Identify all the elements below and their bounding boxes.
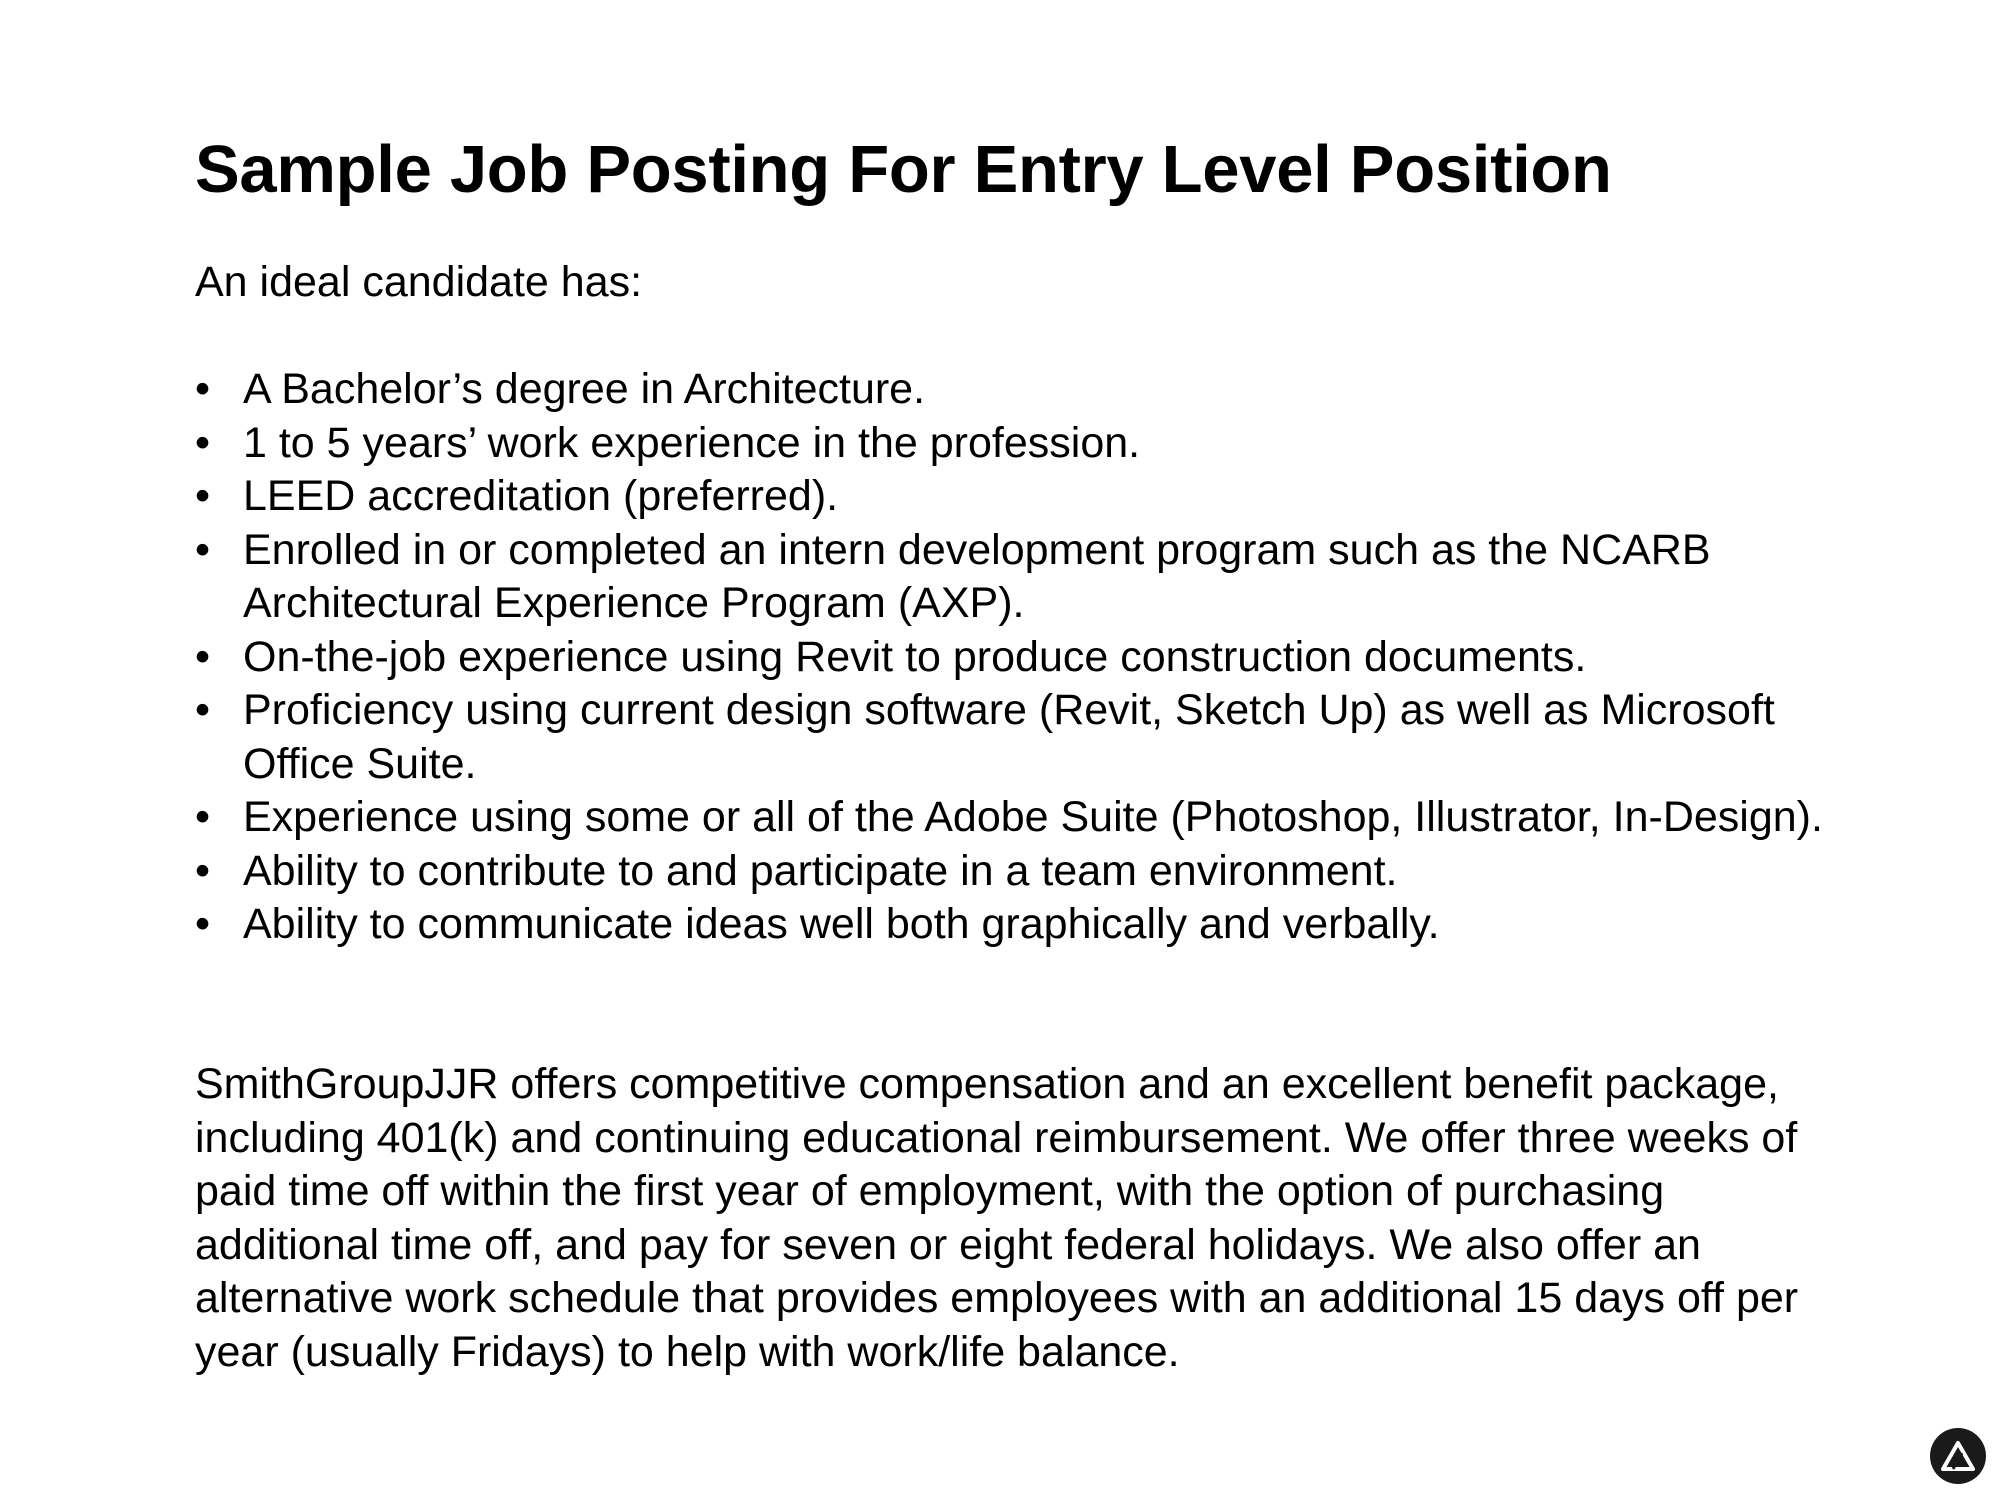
list-item bbox=[195, 898, 1835, 952]
bullet-icon: • bbox=[195, 365, 211, 413]
triangle-logo-icon bbox=[1940, 1440, 1976, 1472]
list-item-text: Ability to contribute to and participate in a team environment. bbox=[243, 846, 1398, 895]
list-item bbox=[195, 791, 1835, 845]
bullet-icon: • bbox=[195, 525, 211, 574]
list-item bbox=[195, 470, 1835, 524]
requirements-list bbox=[195, 363, 1835, 952]
bullet-icon: • bbox=[195, 793, 211, 841]
list-item bbox=[195, 363, 1835, 417]
logo-badge bbox=[1930, 1428, 1986, 1484]
list-item-text: Experience using some or all of the Adobe Suite (Photoshop, Illustrator, In-Design). bbox=[243, 793, 1823, 841]
list-item-text: Ability to communicate ideas well both graphically and verbally. bbox=[243, 900, 1440, 948]
list-item-text: Enrolled in or completed an intern development program such as the NCARB Architectural Experience Program (AXP). bbox=[243, 525, 1711, 627]
page-title: Sample Job Posting For Entry Level Position bbox=[195, 132, 1612, 207]
list-item bbox=[195, 417, 1835, 471]
list-item bbox=[195, 684, 1835, 791]
bullet-icon: • bbox=[195, 418, 211, 467]
list-item-text: A Bachelor’s degree in Architecture. bbox=[243, 365, 926, 413]
closing-paragraph: SmithGroupJJR offers competitive compensation and an excellent benefit package, including 401(k) and continuing educational reimbursement. We offer three weeks of paid time off within the first year of employment, with the option of purchasing additional time off, and pay for seven or eight federal holidays. We also offer an alternative work schedule that provides employees with an additional 15 days off per year (usually Fridays) to help with work/life balance. bbox=[195, 1060, 1799, 1376]
list-item bbox=[195, 631, 1835, 685]
bullet-icon: • bbox=[195, 846, 211, 895]
bullet-icon: • bbox=[195, 632, 211, 681]
list-item-text: Proficiency using current design software (Revit, Sketch Up) as well as Microsoft Office Suite. bbox=[243, 686, 1775, 788]
list-item bbox=[195, 524, 1835, 631]
list-item-text: LEED accreditation (preferred). bbox=[243, 472, 839, 520]
bullet-icon: • bbox=[195, 686, 211, 734]
intro-text: An ideal candidate has: bbox=[195, 258, 643, 306]
bullet-icon: • bbox=[195, 900, 211, 948]
list-item-text: 1 to 5 years’ work experience in the profession. bbox=[243, 418, 1141, 467]
bullet-icon: • bbox=[195, 472, 211, 520]
list-item bbox=[195, 845, 1835, 899]
list-item-text: On-the-job experience using Revit to produce construction documents. bbox=[243, 632, 1587, 681]
